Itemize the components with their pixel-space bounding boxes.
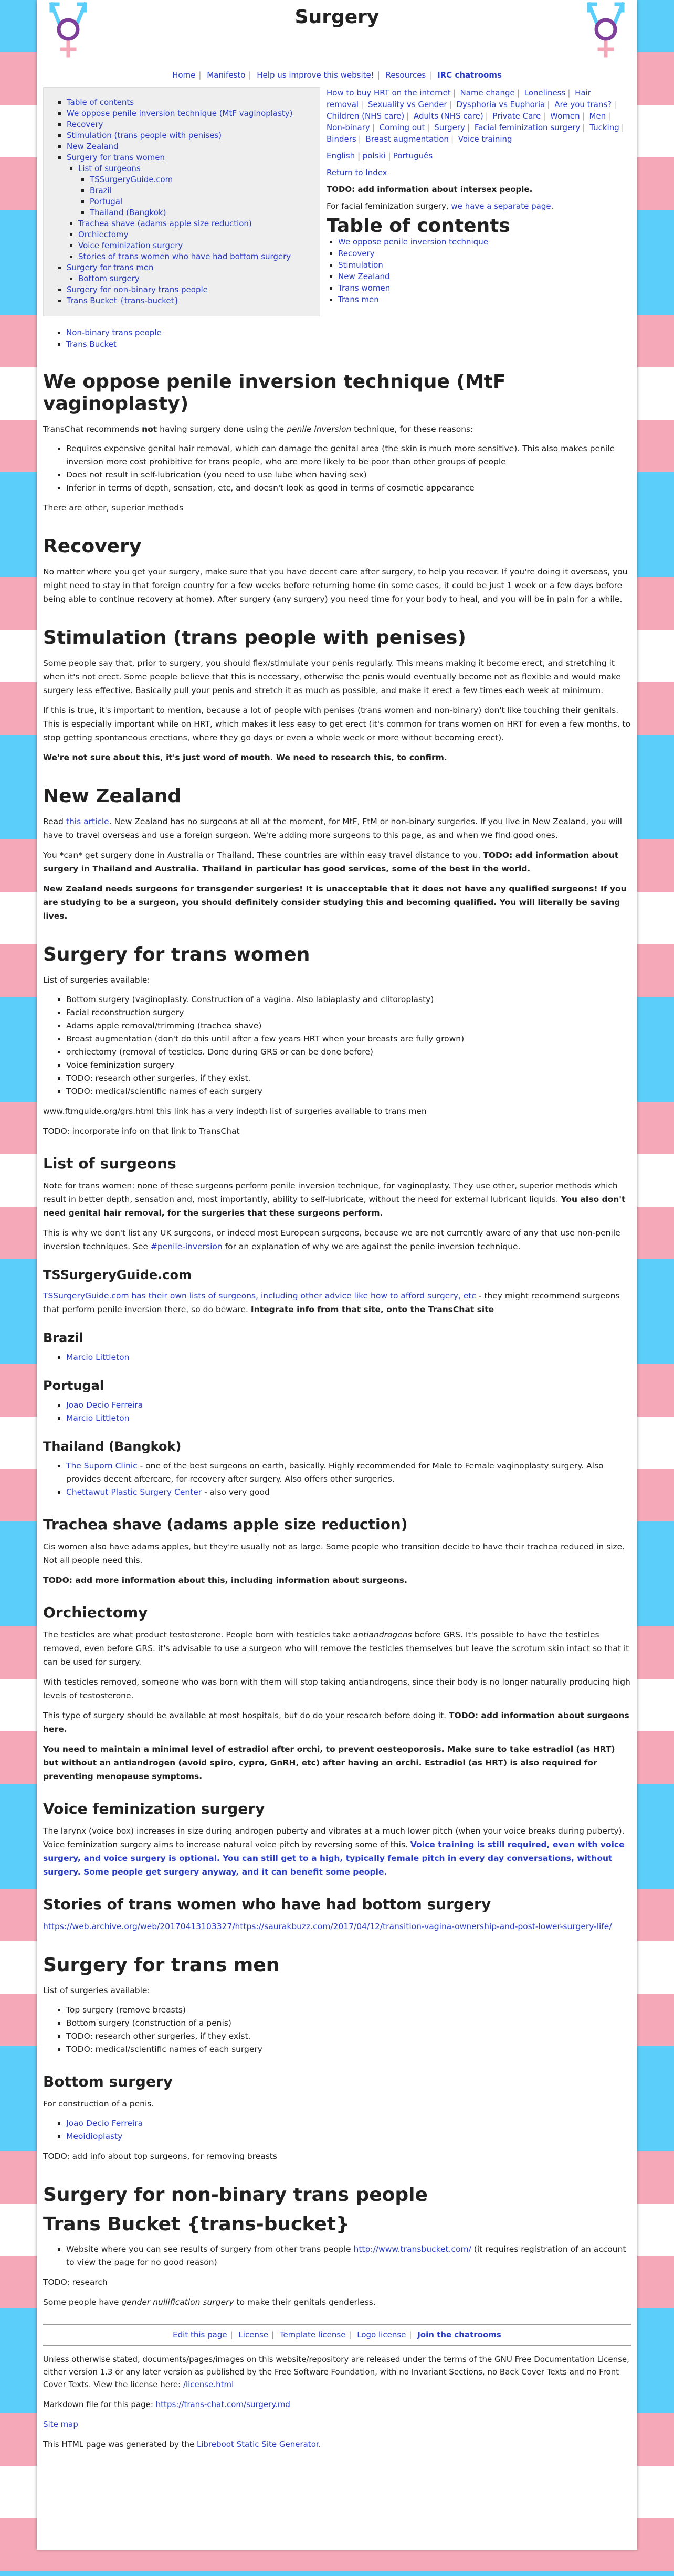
topic-link[interactable]: Non-binary [327,123,370,132]
toc-sidebar-link[interactable]: Stories of trans women who have had bottom surgery [78,252,291,261]
subsection-heading: Voice feminization surgery [43,1800,265,1817]
section-heading: Stimulation (trans people with penises) [43,627,466,648]
paragraph: If this is true, it's important to mention, because a lot of people with penises (trans women and non-binary) don't like touching their genitals. This is especially important while on HRT, which makes it less easy to get erect (it's common for trans women on HRT for even a few months, to stop getting spontaneous erections, where they go days or even a whole week or more without becoming erect). [43,706,631,742]
paragraph: New Zealand needs surgeons for transgender surgeries! It is unacceptable that it does not have any qualified surgeons! If you are studying to be a surgeon, you should definitely consider studying this and becoming qualified. You will literally be saving lives. [43,884,627,921]
list-item: ▪ Top surgery (remove breasts) [66,2004,631,2017]
toc-sidebar-link[interactable]: Surgery for trans men [67,263,154,272]
surgeon-list [43,2117,631,2143]
paragraph: Cis women also have adams apples, but they're usually not as large. Some people who transition decide to have their trachea reduced in size. Not all people need this. [43,1542,625,1565]
toc-sidebar-link[interactable]: Portugal [90,197,123,206]
toc-sidebar-link[interactable]: New Zealand [67,142,119,151]
penile-inversion-link[interactable]: #penile-inversion [150,1242,223,1251]
join-chatrooms-link[interactable]: Join the chatrooms [417,2330,501,2339]
surgeon-list [43,1399,631,1425]
list-item: ▪ TODO: research other surgeries, if they exist. [66,2030,631,2043]
toc-link[interactable]: Recovery [338,249,375,258]
list-item: ▪ The Suporn Clinic - one of the best surgeons on earth, basically. Highly recommended for Male to Female vaginoplasty surgery. Also provides decent aftercare, for recovery after surgery. Also offers other surgeries. [66,1460,631,1486]
license-link[interactable]: License [238,2330,268,2339]
toc-sidebar-link[interactable]: Voice feminization surgery [78,241,183,250]
section-heading: New Zealand [43,785,182,807]
sitemap-link[interactable]: Site map [43,2420,78,2429]
subsection-heading: List of surgeons [43,1155,176,1172]
nav-home-link[interactable]: Home [172,70,196,80]
topic-link[interactable]: Women [550,111,580,121]
surgeon-link[interactable]: The Suporn Clinic [66,1461,138,1471]
topic-link[interactable]: Coming out [379,123,425,132]
subsection-heading: Thailand (Bangkok) [43,1439,182,1454]
paragraph: You need to maintain a minimal level of estradiol after orchi, to prevent oesteoporosis. Make sure to take estradiol (as HRT) but without an antiandrogen (avoid spiro, cypro, GnRH, etc) after having an orchi. Estradiol (as HRT) is also required for preventing menopause symptoms. [43,1744,615,1781]
main-content [43,371,631,2451]
top-section [43,87,631,316]
markdown-link[interactable]: https://trans-chat.com/surgery.md [155,2400,290,2409]
paragraph: Some people have gender nullification surgery to make their genitals genderless. [43,2297,376,2307]
paragraph: TSSurgeryGuide.com has their own lists of surgeons, including other advice like how to afford surgery, etc - they might recommend surgeons that perform penile inversion there, so do beware. Integrate info from that site, onto the TransChat site [43,1291,620,1314]
subsection-heading: TSSurgeryGuide.com [43,1268,192,1282]
toc-sidebar [43,87,320,316]
transbucket-link[interactable]: http://www.transbucket.com/ [353,2244,471,2254]
paragraph: List of surgeries available: [43,1986,150,1995]
nav-resources-link[interactable]: Resources [385,70,426,80]
toc-link[interactable]: New Zealand [338,272,390,281]
topic-link[interactable]: Loneliness [524,88,566,98]
paragraph: TransChat recommends not having surgery done using the penile inversion technique, for these reasons: [43,424,473,434]
paragraph: With testicles removed, someone who was born with them will stop taking antiandrogens, since their body is no longer naturally producing high levels of testosterone. [43,1677,630,1700]
topic-links: How to buy HRT on the internet | Name change | Loneliness | Hair removal | Sexuality vs Gender | Dysphoria vs Euphoria | Are you trans? | Children (NHS care) | Adults (NHS care) | Private Care | Women | Men | Non-binary | Coming out | Surgery | Facial feminization surgery | Tucking | Binders | Breast augmentation | Voice training [327,88,624,144]
topic-link[interactable]: Hair removal [327,88,591,109]
paragraph: For construction of a penis. [43,2099,154,2109]
edit-page-link[interactable]: Edit this page [173,2330,227,2339]
return-index-link[interactable]: Return to Index [327,168,387,177]
section-heading: We oppose penile inversion technique (MtF vaginoplasty) [43,371,506,414]
paragraph: www.ftmguide.org/grs.html this link has a very indepth list of surgeries available to trans men [43,1106,427,1116]
subsection-heading: Stories of trans women who have had bottom surgery [43,1896,491,1913]
surgeon-link[interactable]: Meoidioplasty [66,2132,123,2141]
page [37,0,637,2550]
footer [43,2324,631,2451]
toc-sidebar-link[interactable]: Brazil [90,186,112,195]
toc-right-list [327,236,631,305]
lang-polski-link[interactable]: polski [362,151,386,161]
template-license-link[interactable]: Template license [279,2330,346,2339]
toc-sidebar-link[interactable]: List of surgeons [78,164,141,173]
toc-sidebar-link[interactable]: Surgery for trans women [67,153,165,162]
paragraph [43,1920,631,1933]
topic-link[interactable]: Adults (NHS care) [414,111,483,121]
markdown-note: Markdown file for this page: https://trans-chat.com/surgery.md [43,2400,290,2409]
topic-link[interactable]: Private Care [492,111,541,121]
surgeries-list [43,993,631,1098]
paragraph: TODO: add more information about this, including information about surgeons. [43,1576,407,1585]
todo-intersex: TODO: add information about intersex people. [327,185,533,194]
surgeon-link[interactable]: Marcio Littleton [66,1353,130,1362]
list-item: ▪ Chettawut Plastic Surgery Center - also very good [66,1486,631,1499]
toc-sidebar-link[interactable]: We oppose penile inversion technique (MtF vaginoplasty) [67,109,293,118]
paragraph: This type of surgery should be available at most hospitals, but do do your research before doing it. TODO: add information about surgeons here. [43,1711,629,1734]
lang-english-link[interactable]: English [327,151,355,161]
toc-sidebar-link[interactable]: Bottom surgery [78,274,140,283]
license-page-link[interactable]: /license.html [183,2380,234,2389]
section-heading: Surgery for trans men [43,1954,280,1976]
subsection-heading: Trachea shave (adams apple size reduction) [43,1516,408,1533]
topic-link[interactable]: Breast augmentation [365,134,449,144]
paragraph: This is why we don't list any UK surgeons, or indeed most European surgeons, because we are not currently aware of any that use non-penile inversion techniques. See #penile-inversion for an explanation of why we are against the penile inversion technique. [43,1228,620,1251]
toc-link[interactable]: Trans men [338,295,379,304]
header [43,0,631,58]
paragraph: TODO: add info about top surgeons, for removing breasts [43,2152,277,2161]
list-item: ▪ TODO: research other surgeries, if they exist. [66,1072,631,1085]
toc-sidebar-link[interactable]: Thailand (Bangkok) [90,208,166,217]
subsection-heading: Orchiectomy [43,1604,148,1621]
list-item: ▪ orchiectomy (removal of testicles. Done during GRS or can be done before) [66,1046,631,1059]
toc-sidebar-link[interactable]: Recovery [67,120,103,129]
list-item: ▪ Bottom surgery (vaginoplasty. Construction of a vagina. Also labiaplasty and clitoroplasty) [66,993,631,1006]
list-item: ▪ Inferior in terms of depth, sensation, etc, and doesn't look as good in terms of cosmetic appearance [66,482,631,495]
list-item: ▪ Adams apple removal/trimming (trachea shave) [66,1019,631,1032]
toc-link[interactable]: Stimulation [338,260,383,270]
toc-sidebar-link[interactable]: Surgery for non-binary trans people [67,285,208,294]
topic-link[interactable]: Men [589,111,606,121]
toc-sidebar-link[interactable]: TSSurgeryGuide.com [90,175,173,184]
toc-sidebar-link[interactable]: Stimulation (trans people with penises) [67,131,222,140]
topic-link[interactable]: Binders [327,134,356,144]
section-heading: Trans Bucket {trans-bucket} [43,2213,350,2235]
paragraph: The larynx (voice box) increases in size during androgen puberty and vibrates at a much lower pitch (when your voice breaks during puberty). Voice feminization surgery aims to increase natural voice pitch by reversing some of this. Voice training is still required, even with voice surgery, and voice surgery is optional. You can still get to a high, typically female pitch in every day conversations, without surgery. Some people get surgery anyway, and it can benefit some people. [43,1826,625,1877]
toc-sidebar-link[interactable]: Trachea shave (adams apple size reduction) [78,219,252,228]
surgeon-link[interactable]: Joao Decio Ferreira [66,1400,143,1410]
section-heading: Surgery for trans women [43,944,310,965]
paragraph: Read this article. New Zealand has no surgeons at all at the moment, for MtF, FtM or non-binary surgeries. If you live in New Zealand, you will have to travel overseas and use a foreign surgeon. We're adding more surgeons to this page, as and when we find good ones. [43,817,623,840]
paragraph: There are other, superior methods [43,503,184,513]
surgeon-link[interactable]: Marcio Littleton [66,1413,130,1423]
footer-links: Edit this page | License | Template license | Logo license | Join the chatrooms [43,2324,631,2346]
story-link[interactable]: https://web.archive.org/web/20170413103327/https://saurakbuzz.com/2017/04/12/transition-vagina-ownership-and-post-lower-surgery-life/ [43,1922,612,1931]
generator-note: This HTML page was generated by the Libreboot Static Site Generator. [43,2440,321,2449]
topic-link[interactable]: Children (NHS care) [327,111,405,121]
subsection-heading: Brazil [43,1330,83,1345]
surgeries-list [43,2004,631,2056]
list-item: ▪ Does not result in self-lubrication (you need to use lube when having sex) [66,469,631,482]
generator-link[interactable]: Libreboot Static Site Generator [197,2440,319,2449]
facial-link[interactable]: we have a separate page [451,201,551,211]
list-item: ▪ Website where you can see results of surgery from other trans people http://www.transbucket.com/ (it requires registration of an account to view the page for no good reason) [66,2243,631,2269]
subsection-heading: Bottom surgery [43,2073,173,2090]
list-item: ▪ Breast augmentation (don't do this until after a few years HRT when your breasts are fully grown) [66,1032,631,1046]
subsection-heading: Portugal [43,1378,104,1393]
reasons-list [43,442,631,495]
facial-note: For facial feminization surgery, we have a separate page. [327,201,554,211]
paragraph: Note for trans women: none of these surgeons perform penile inversion technique, for vaginoplasty. They use other, superior methods which result in better depth, sensation and, most importantly, ability to self-lubricate, without the need for external lubricant liquids. You also don't need genital hair removal, for the surgeries that these surgeons perform. [43,1181,626,1218]
topic-link[interactable]: Facial feminization surgery [474,123,581,132]
toc-link[interactable]: Non-binary trans people [66,328,162,337]
surgeon-list [43,1351,631,1364]
site-title: Surgery [294,6,380,28]
topic-link[interactable]: Name change [460,88,515,98]
paragraph: We're not sure about this, it's just word of mouth. We need to research this, to confirm. [43,753,447,762]
paragraph: List of surgeries available: [43,975,150,985]
right-column [327,87,631,316]
list-item: ▪ Bottom surgery (construction of a penis) [66,2017,631,2030]
nav-irc-link[interactable]: IRC chatrooms [437,70,502,80]
article-link[interactable]: this article [66,817,109,826]
paragraph: You *can* get surgery done in Australia or Thailand. These countries are within easy travel distance to you. TODO: add information about surgery in Thailand and Australia. Thailand in particular has good services, some of the best in the world. [43,850,619,874]
paragraph: No matter where you get your surgery, make sure that you have decent care after surgery, to help you recover. If you're doing it overseas, you might need to stay in that foreign country for a few weeks before returning home (in some cases, it could be just 1 week or a few days before being able to continue recovery at home). After surgery (any surgery) you need time for your body to heal, and you will be in pain for a while. [43,567,628,604]
tssg-link[interactable]: TSSurgeryGuide.com has their own lists of surgeons, including other advice like how to afford surgery, etc [43,1291,476,1301]
topic-link[interactable]: Are you trans? [554,100,612,109]
topic-link[interactable]: Surgery [434,123,465,132]
toc-heading: Table of contents [327,215,510,237]
section-heading: Surgery for non-binary trans people [43,2184,428,2206]
surgeon-list [43,1460,631,1499]
list-item: ▪ TODO: medical/scientific names of each surgery [66,1085,631,1098]
toc-sidebar-link[interactable]: Orchiectomy [78,230,129,239]
paragraph: The testicles are what product testosterone. People born with testicles take antiandrogens before GRS. It's possible to have the testicles removed, even before GRS. it's advisable to use a surgeon who will remove the testicles themselves but leave the scrotum skin intact so that it can be used for surgery. [43,1630,629,1667]
topic-link[interactable]: Dysphoria vs Euphoria [456,100,545,109]
list-item: ▪ Requires expensive genital hair removal, which can damage the genital area (the skin is much more sensitive). This also makes penile inversion more cost prohibitive for trans people, who are more likely to be poor than other groups of people [66,442,631,469]
toc-link[interactable]: Trans women [338,283,391,293]
language-links: English | polski | Português [327,151,433,161]
nav-help-link[interactable]: Help us improve this website! [257,70,374,80]
list-item: ▪ Voice feminization surgery [66,1059,631,1072]
nav-manifesto-link[interactable]: Manifesto [207,70,246,80]
toc-sidebar-link[interactable]: Trans Bucket {trans-bucket} [67,296,180,305]
logo-license-link[interactable]: Logo license [357,2330,406,2339]
surgeon-link[interactable]: Joao Decio Ferreira [66,2119,143,2128]
topic-link[interactable]: How to buy HRT on the internet [327,88,451,98]
list-item: ▪ TODO: medical/scientific names of each surgery [66,2043,631,2056]
bucket-list [43,2243,631,2269]
topic-link[interactable]: Sexuality vs Gender [367,100,447,109]
section-heading: Recovery [43,536,142,557]
lang-portugues-link[interactable]: Português [393,151,433,161]
paragraph: TODO: research [43,2277,108,2287]
transgender-symbol-icon [587,2,625,59]
topic-link[interactable]: Voice training [458,134,512,144]
top-nav: Home | Manifesto | Help us improve this website! | Resources | IRC chatrooms [172,70,502,80]
surgeon-link[interactable]: Chettawut Plastic Surgery Center [66,1487,202,1497]
list-item: ▪ Facial reconstruction surgery [66,1006,631,1019]
topic-link[interactable]: Tucking [589,123,619,132]
toc-sidebar-link[interactable]: Table of contents [67,98,134,107]
toc-continued-list [43,327,631,350]
paragraph: Some people say that, prior to surgery, you should flex/stimulate your penis regularly. This means making it become erect, and stretching it when it's not erect. Some people believe that this is necessary, otherwise the penis would eventually become not as flexible and would make surgery less effective. Basically pull your penis and stretch it as much as possible, and make it erect a few times each week at minimum. [43,658,621,695]
paragraph: TODO: incorporate info on that link to TransChat [43,1126,240,1136]
toc-link[interactable]: We oppose penile inversion technique [338,237,488,247]
toc-link[interactable]: Trans Bucket [66,339,117,349]
license-text: Unless otherwise stated, documents/pages/images on this website/repository are released under the terms of the GNU Free Documentation License, either version 1.3 or any later version as published by the Free Software Foundation, with no Invariant Sections, no Back Cover Texts and no Front Cover Texts. View the license here: /license.html [43,2355,629,2389]
